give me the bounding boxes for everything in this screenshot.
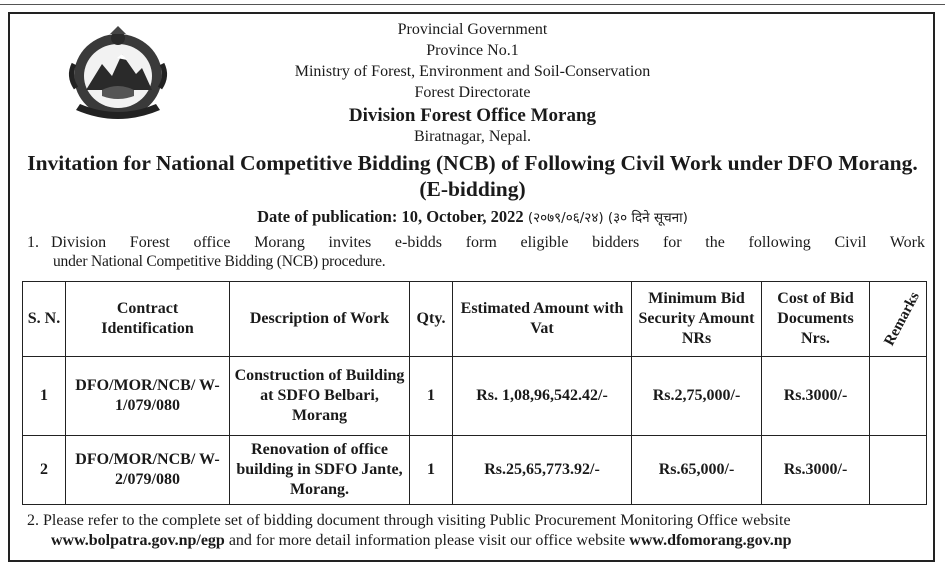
paragraph-1-line-1: 1. Division Forest office Morang invites e-bidds form eligible bidders for the following Civil Work — [27, 234, 925, 251]
cell-doc-cost: Rs.3000/- — [762, 436, 870, 505]
table-header-row — [23, 282, 927, 357]
notice-title: Invitation for National Competitive Bidding (NCB) of Following Civil Work under DFO Morang. (E-bidding) — [27, 151, 918, 201]
cell-estimate: Rs. 1,08,96,542.42/- — [453, 357, 632, 436]
cell-sn: 1 — [23, 357, 66, 436]
paragraph-2-line-1: 2. Please refer to the complete set of bidding document through visiting Public Procurement Monitoring Office website — [27, 512, 791, 529]
header-directorate: Forest Directorate — [414, 84, 531, 101]
table-row — [23, 357, 927, 436]
cell-bid-security: Rs.2,75,000/- — [632, 357, 762, 436]
header-location: Biratnagar, Nepal. — [413, 128, 532, 145]
publication-date — [0, 207, 945, 227]
cell-contract: DFO/MOR/NCB/ W-1/079/080 — [66, 357, 230, 436]
paragraph-1-number: 1. — [27, 234, 39, 251]
cell-bid-security: Rs.65,000/- — [632, 436, 762, 505]
cell-description: Renovation of office building in SDFO Jante, Morang. — [230, 436, 410, 505]
header-contract: Contract Identification — [66, 282, 230, 357]
header-provincial-government: Provincial Government — [397, 21, 548, 38]
header-province: Province No.1 — [426, 42, 519, 59]
paragraph-1-line-2: under National Competitive Bidding (NCB) procedure. — [53, 253, 386, 270]
cell-remarks — [870, 436, 927, 505]
header-office-name: Division Forest Office Morang — [348, 105, 597, 126]
table-row — [23, 436, 927, 505]
header-description: Description of Work — [230, 282, 410, 357]
header-sn: S. N. — [23, 282, 66, 357]
header-ministry: Ministry of Forest, Environment and Soil-Conservation — [294, 63, 651, 80]
top-rule — [0, 4, 945, 5]
publication-date-nepali: (२०७९/०६/२४) (३० दिने सूचना) — [527, 210, 688, 226]
cell-qty: 1 — [410, 436, 453, 505]
dfo-website-link[interactable]: www.dfomorang.gov.np — [629, 532, 792, 549]
header-remarks-label: Remarks — [881, 289, 923, 349]
cell-remarks — [870, 357, 927, 436]
bolpatra-link[interactable]: www.bolpatra.gov.np/egp — [51, 532, 225, 549]
paragraph-2-line-2: www.bolpatra.gov.np/egp and for more detail information please visit our office website www.dfomorang.gov.np — [51, 532, 792, 549]
cell-qty: 1 — [410, 357, 453, 436]
paragraph-2-number: 2. — [27, 512, 39, 529]
cell-contract: DFO/MOR/NCB/ W-2/079/080 — [66, 436, 230, 505]
publication-date-label: Date of publication: 10, October, 2022 — [257, 207, 524, 226]
paragraph-1 — [27, 233, 925, 271]
cell-doc-cost: Rs.3000/- — [762, 357, 870, 436]
header-remarks — [870, 282, 927, 357]
cell-sn: 2 — [23, 436, 66, 505]
header-doc-cost: Cost of Bid Documents Nrs. — [762, 282, 870, 357]
cell-estimate: Rs.25,65,773.92/- — [453, 436, 632, 505]
bids-table — [22, 281, 927, 505]
header-estimate: Estimated Amount with Vat — [453, 282, 632, 357]
cell-description: Construction of Building at SDFO Belbari, Morang — [230, 357, 410, 436]
paragraph-2 — [27, 511, 925, 551]
header-qty: Qty. — [410, 282, 453, 357]
header-bid-security: Minimum Bid Security Amount NRs — [632, 282, 762, 357]
